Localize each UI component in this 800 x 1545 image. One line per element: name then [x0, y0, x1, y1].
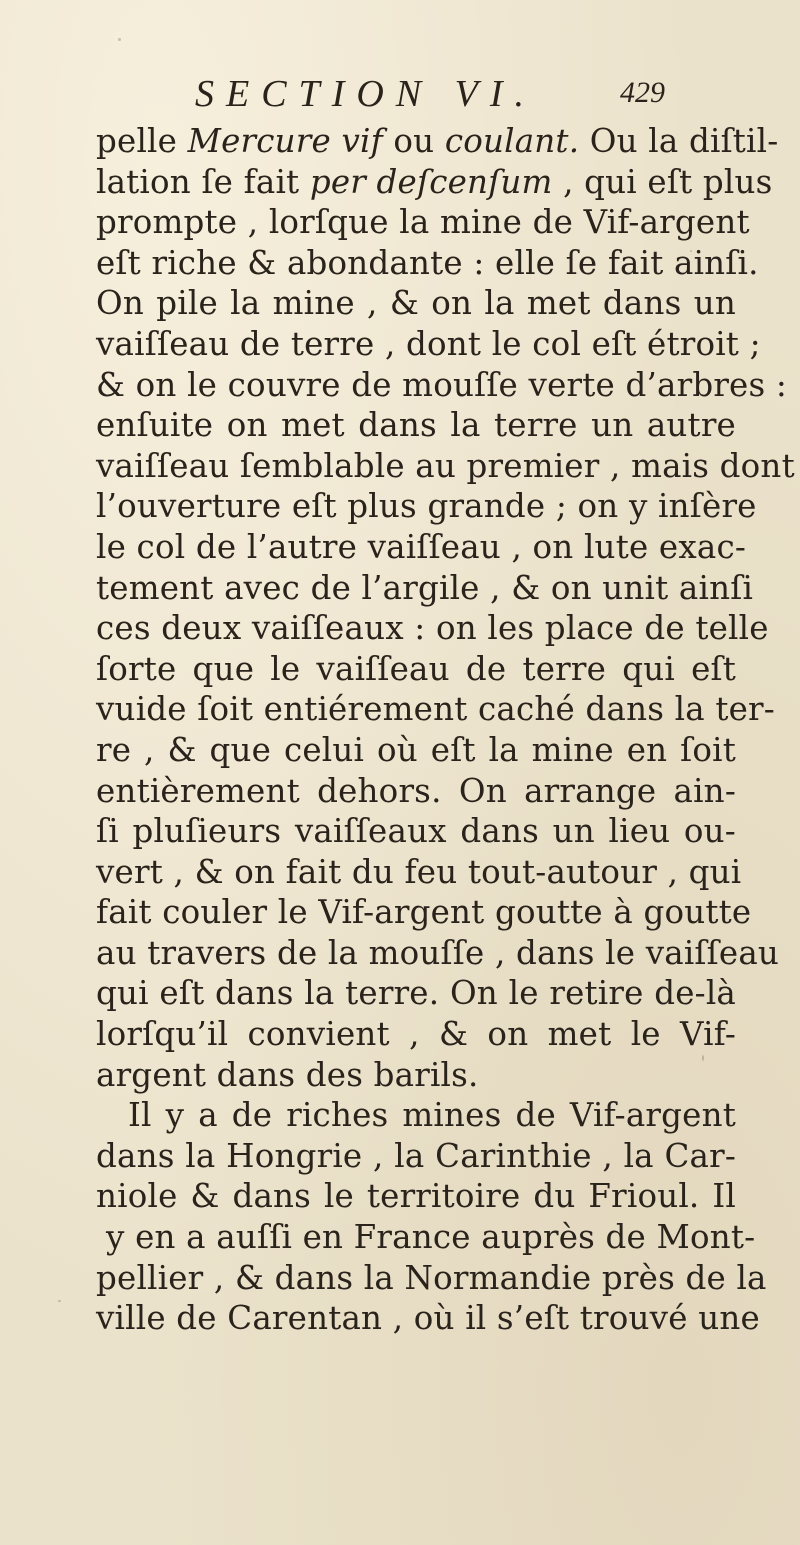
page-header [195, 72, 665, 122]
text-line [96, 121, 779, 162]
text-line [96, 202, 750, 243]
text-run: dans la Hongrie , la Carinthie , la Car- [96, 1136, 736, 1175]
text-line [96, 1014, 736, 1055]
text-line [96, 1258, 767, 1299]
text-line [96, 892, 752, 933]
text-line [96, 446, 795, 487]
text-run: eſt riche & abondante : elle ſe fait ainſi. [96, 243, 759, 282]
text-line [96, 486, 757, 527]
italic-text: coulant. [444, 122, 580, 160]
text-run: vaiſſeau de terre , dont le col eſt étroit ; [96, 324, 761, 363]
paper-speck [118, 38, 121, 41]
text-run: ſi pluſieurs vaiſſeaux dans un lieu ou- [96, 812, 736, 851]
text-run: entièrement dehors. On arrange ain- [96, 771, 736, 810]
text-line [96, 1176, 736, 1217]
text-run: prompte , lorſque la mine de Vif-argent [96, 203, 750, 242]
text-line [96, 568, 754, 609]
text-run: vaiſſeau ſemblable au premier , mais dont [96, 446, 795, 485]
text-run: y en a auſſi en France auprès de Mont- [106, 1218, 756, 1257]
text-run: re , & que celui où eſt la mine en ſoit [96, 730, 736, 769]
text-line [96, 283, 736, 324]
text-run: qui eſt dans la terre. On le retire de-là [96, 974, 736, 1013]
text-run: l’ouverture eſt plus grande ; on y inſère [96, 487, 757, 526]
text-run: On pile la mine , & on la met dans un [96, 284, 736, 323]
text-run: au travers de la mouſſe , dans le vaiſſeau [96, 933, 780, 972]
text-line [96, 527, 747, 568]
running-title: SECTION VI. [195, 73, 536, 115]
text-line [96, 730, 736, 771]
text-run: le col de l’autre vaiſſeau , on lute exac- [96, 527, 747, 566]
text-line [96, 1298, 760, 1339]
text-run: lorſqu’il convient , & on met le Vif- [96, 1015, 736, 1054]
text-line [96, 689, 775, 730]
text-run: ou [382, 122, 445, 160]
text-line [96, 405, 736, 446]
italic-text: Mercure vif [187, 122, 383, 160]
text-run: argent dans des barils. [96, 1055, 479, 1094]
text-run: lation ſe fait [96, 162, 310, 201]
text-line [96, 1095, 736, 1136]
text-run: & on le couvre de mouſſe verte d’arbres : [96, 365, 788, 404]
text-run: tement avec de l’argile , & on unit ainſi [96, 568, 754, 607]
text-run: ville de Carentan , où il s’eſt trouvé une [96, 1299, 760, 1338]
text-line [96, 933, 780, 974]
text-line [96, 162, 773, 203]
text-run: pellier , & dans la Normandie près de la [96, 1258, 767, 1297]
text-run: Ou la diſtil- [579, 122, 779, 160]
text-run: Il y a de riches mines de Vif-argent [128, 1096, 736, 1135]
text-run: pelle [96, 122, 188, 160]
text-line [96, 243, 759, 284]
text-line [96, 1055, 736, 1096]
text-run: ces deux vaiſſeaux : on les place de telle [96, 609, 769, 648]
text-line [96, 973, 736, 1014]
text-line [96, 608, 769, 649]
text-line [96, 1136, 736, 1177]
text-run: vert , & on fait du feu tout-autour , qui [96, 852, 742, 891]
text-line [96, 811, 736, 852]
text-run: ſorte que le vaiſſeau de terre qui eſt [96, 649, 736, 688]
text-run: niole & dans le territoire du Frioul. Il [96, 1177, 736, 1216]
text-run: enſuite on met dans la terre un autre [96, 406, 736, 445]
text-line [96, 852, 742, 893]
page-number: 429 [620, 76, 665, 109]
text-line [96, 365, 788, 406]
italic-text: per deſcenſum [309, 162, 553, 201]
text-line [96, 324, 761, 365]
text-line [96, 649, 736, 690]
text-run: fait couler le Vif-argent goutte à goutte [96, 893, 752, 932]
text-run: , qui eſt plus [552, 162, 773, 201]
text-line [96, 1217, 756, 1258]
text-line [96, 771, 736, 812]
text-run: vuide ſoit entiérement caché dans la ter- [96, 690, 775, 729]
paper-speck [58, 1300, 61, 1302]
body-text [96, 121, 795, 1339]
